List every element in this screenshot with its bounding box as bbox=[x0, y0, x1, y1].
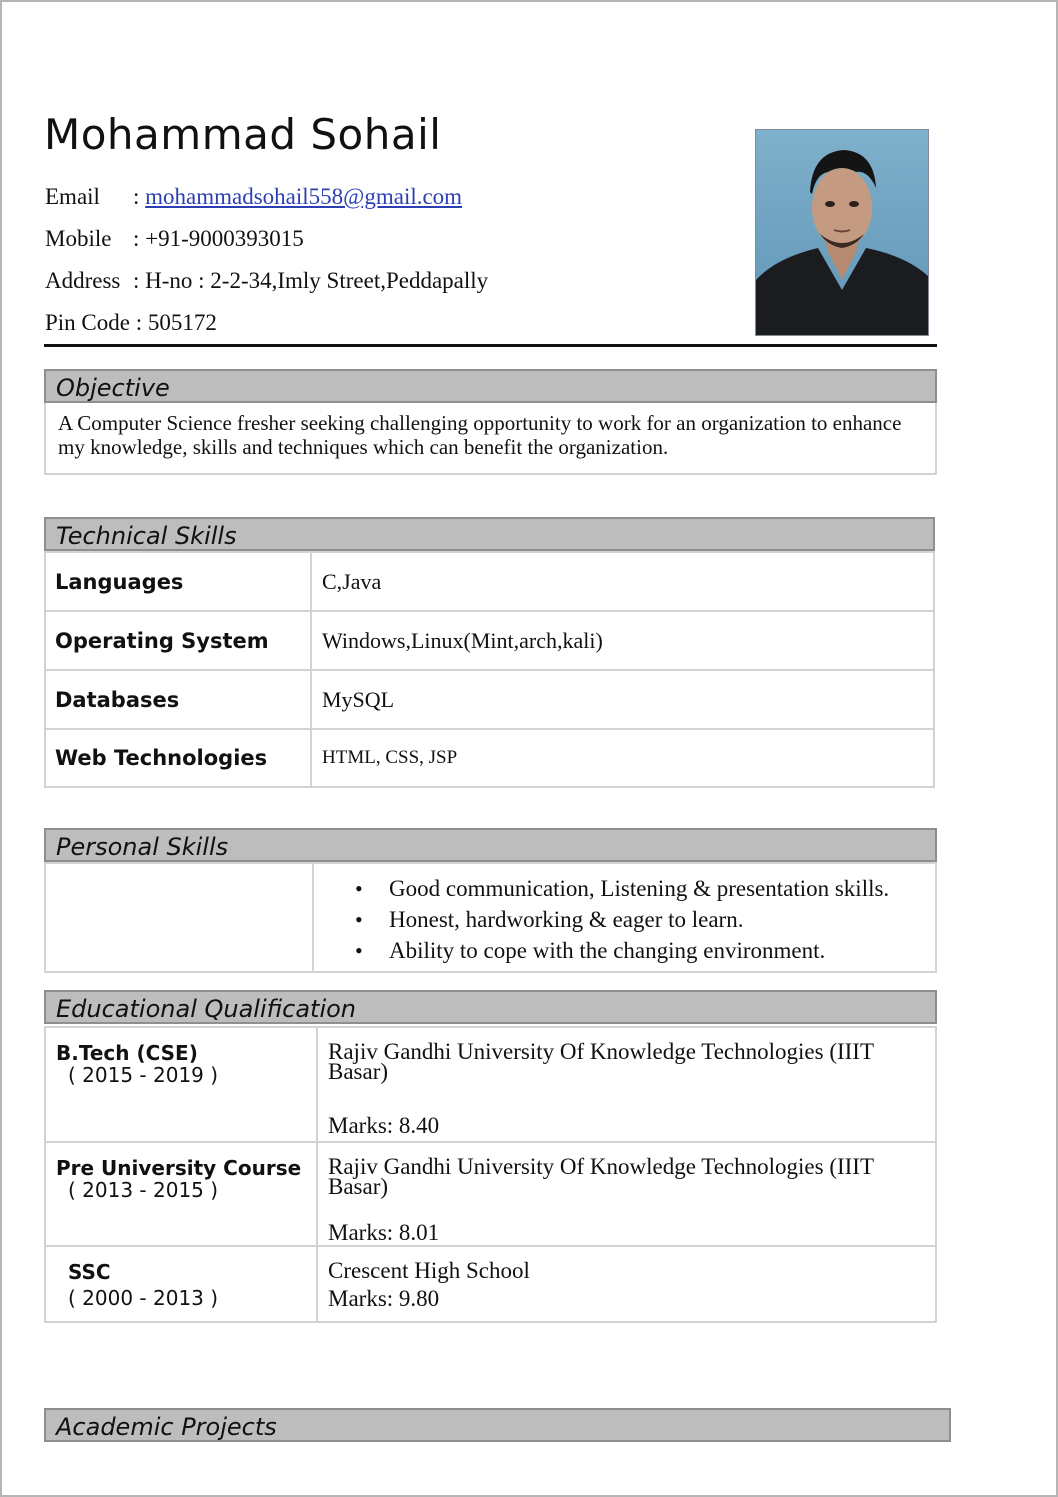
table-row bbox=[45, 670, 934, 729]
degree-years: ( 2015 - 2019 ) bbox=[68, 1063, 219, 1087]
objective-text: A Computer Science fresher seeking challenging opportunity to work for an organization to enhance my knowledge, skills and techniques which can benefit the organization. bbox=[58, 411, 902, 459]
personal-skills-empty-cell bbox=[45, 863, 313, 972]
institution-name: Rajiv Gandhi University Of Knowledge Technologies (IIIT Basar) bbox=[328, 1154, 874, 1199]
marks: Marks: 8.01 bbox=[328, 1220, 440, 1245]
marks: Marks: 8.40 bbox=[328, 1113, 440, 1138]
personal-skills-table bbox=[44, 862, 937, 973]
skill-label: Databases bbox=[45, 670, 311, 729]
table-row bbox=[45, 863, 936, 972]
objective-box bbox=[44, 403, 937, 475]
skill-label: Languages bbox=[45, 552, 311, 611]
personal-skills-header: Personal Skills bbox=[44, 828, 937, 862]
personal-skills-cell bbox=[313, 863, 936, 972]
email-link[interactable]: mohammadsohail558@gmail.com bbox=[145, 184, 463, 209]
address-label: Address bbox=[45, 268, 121, 293]
person-photo-icon bbox=[756, 130, 928, 335]
list-item: • Good communication, Listening & presentation skills. bbox=[355, 873, 934, 904]
degree-name: SSC bbox=[68, 1260, 111, 1284]
degree-name: B.Tech (CSE) bbox=[56, 1041, 198, 1065]
pin-label: Pin Code bbox=[45, 310, 130, 335]
email-separator: : bbox=[133, 184, 140, 209]
table-row bbox=[45, 1246, 936, 1322]
table-row bbox=[45, 729, 934, 787]
skill-value: C,Java bbox=[311, 552, 934, 611]
mobile-label: Mobile bbox=[45, 226, 112, 251]
degree-cell bbox=[45, 1027, 317, 1142]
email-label: Email bbox=[45, 184, 100, 209]
list-item: • Honest, hardworking & eager to learn. bbox=[355, 904, 934, 935]
degree-years: ( 2000 - 2013 ) bbox=[68, 1286, 219, 1310]
degree-years: ( 2013 - 2015 ) bbox=[68, 1178, 219, 1202]
degree-cell bbox=[45, 1246, 317, 1322]
skill-value: HTML, CSS, JSP bbox=[311, 729, 934, 787]
table-row bbox=[45, 1027, 936, 1142]
header-divider bbox=[44, 344, 937, 347]
institution-cell bbox=[317, 1027, 936, 1142]
objective-header: Objective bbox=[44, 369, 937, 403]
list-item: • Ability to cope with the changing environment. bbox=[355, 935, 934, 966]
table-row bbox=[45, 1142, 936, 1246]
table-row bbox=[45, 611, 934, 670]
mobile-line bbox=[45, 226, 304, 252]
institution-cell bbox=[317, 1142, 936, 1246]
pin-value: : 505172 bbox=[135, 310, 217, 335]
email-line bbox=[45, 184, 462, 210]
mobile-value: : +91-9000393015 bbox=[133, 226, 304, 251]
profile-photo bbox=[755, 129, 929, 336]
institution-name: Rajiv Gandhi University Of Knowledge Technologies (IIIT Basar) bbox=[328, 1039, 874, 1084]
skill-value: MySQL bbox=[311, 670, 934, 729]
candidate-name: Mohammad Sohail bbox=[44, 110, 442, 159]
personal-skills-list bbox=[315, 865, 934, 970]
marks: Marks: 9.80 bbox=[328, 1286, 440, 1311]
skill-label: Web Technologies bbox=[45, 729, 311, 787]
address-line bbox=[45, 268, 488, 294]
skill-value: Windows,Linux(Mint,arch,kali) bbox=[311, 611, 934, 670]
table-row bbox=[45, 552, 934, 611]
academic-projects-header: Academic Projects bbox=[44, 1408, 951, 1442]
pin-line bbox=[45, 310, 217, 336]
degree-name: Pre University Course bbox=[56, 1156, 302, 1180]
skill-label: Operating System bbox=[45, 611, 311, 670]
institution-name: Crescent High School bbox=[328, 1258, 530, 1283]
technical-skills-header: Technical Skills bbox=[44, 517, 935, 551]
education-table bbox=[44, 1026, 937, 1323]
institution-cell bbox=[317, 1246, 936, 1322]
degree-cell bbox=[45, 1142, 317, 1246]
address-value: : H-no : 2-2-34,Imly Street,Peddapally bbox=[133, 268, 489, 293]
education-header: Educational Qualification bbox=[44, 990, 937, 1024]
technical-skills-table bbox=[44, 551, 935, 788]
